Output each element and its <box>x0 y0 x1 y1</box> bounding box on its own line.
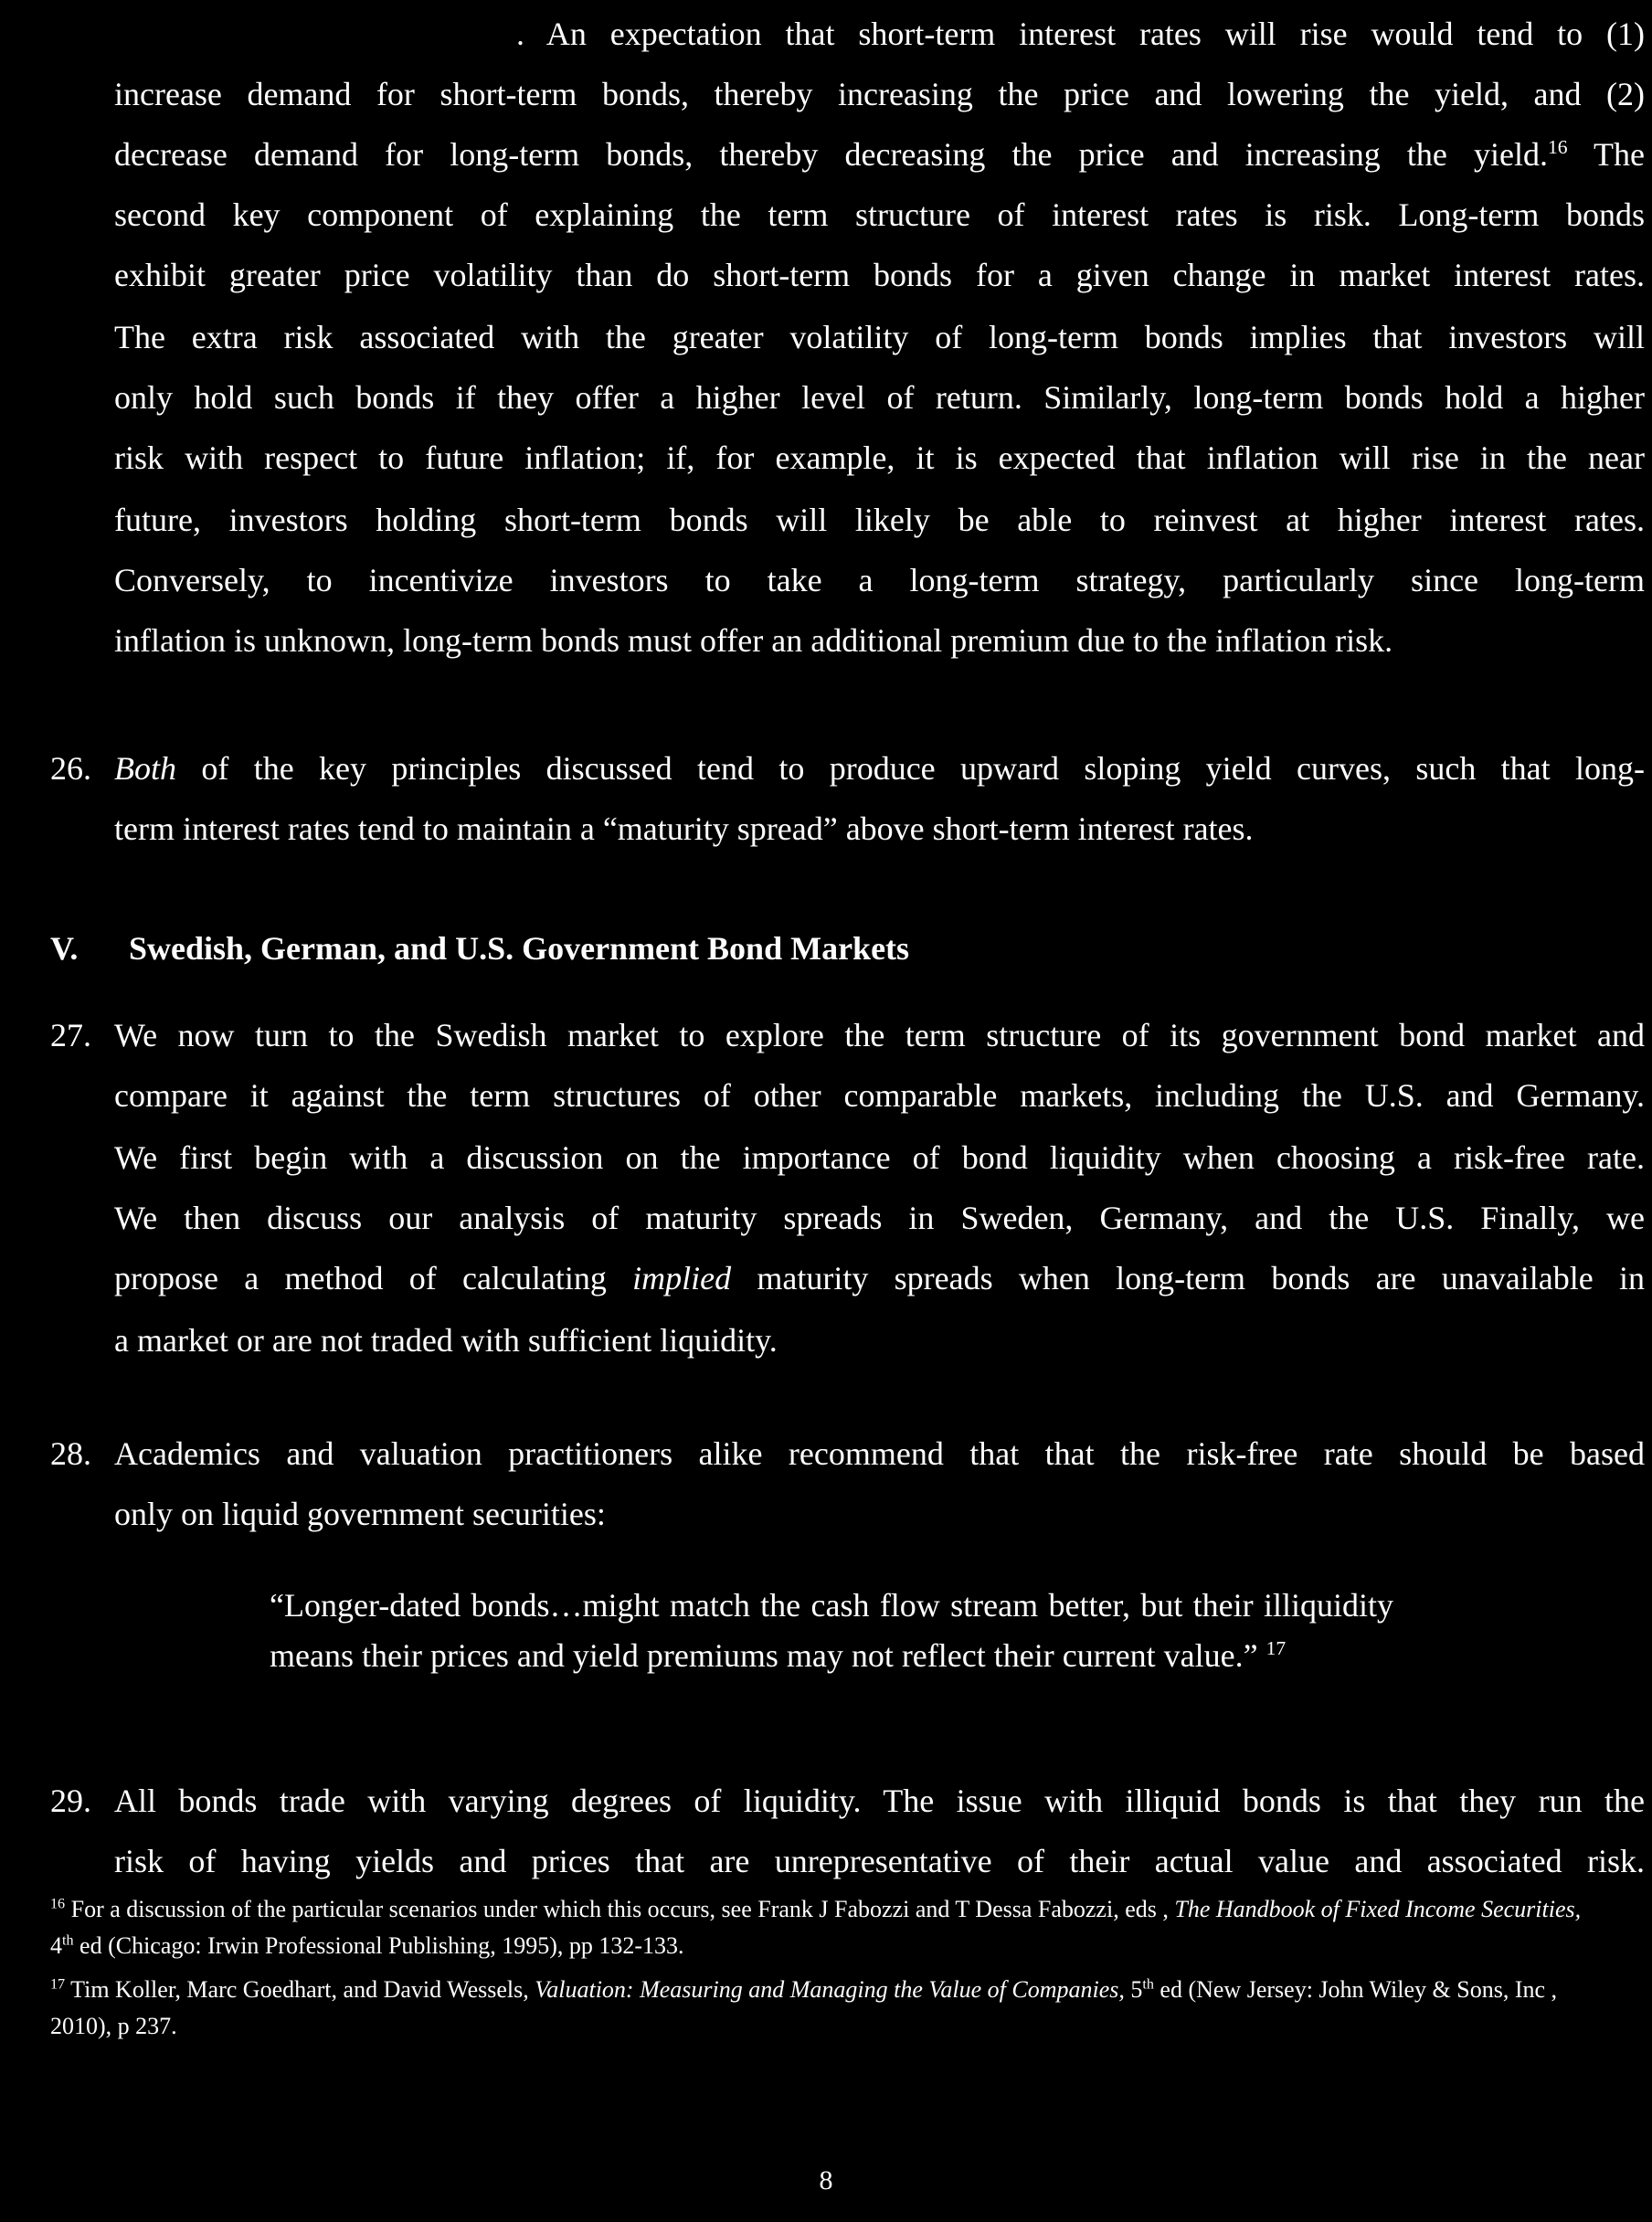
paragraph-27-line-5-pre: propose a method of calculating <box>114 1260 633 1296</box>
footnote-ref-16[interactable]: 16 <box>1547 136 1568 158</box>
paragraph-26-line-1 <box>114 736 1645 801</box>
paragraph-25-line-9: future, investors holding short-term bonds will likely be able to reinvest at higher interest rates. <box>114 502 1645 538</box>
footnote-16 <box>50 1891 1604 1964</box>
section-number: V. <box>50 930 79 967</box>
footnote-17-edition: 5 <box>1124 1976 1143 2003</box>
footnote-16-pre: For a discussion of the particular scenarios under which this occurs, see Frank J Fabozzi and T Dessa Fabozzi, eds , <box>65 1896 1175 1922</box>
footnote-16-edition: 4 <box>50 1932 62 1959</box>
footnote-17-post: ed (New Jersey: John Wiley & Sons, Inc , 2010), p 237. <box>50 1976 1558 2039</box>
footnote-16-edition-suffix: th <box>62 1932 74 1949</box>
paragraph-25-line-10: Conversely, to incentivize investors to take a long-term strategy, particularly since long-term <box>114 562 1645 598</box>
footnote-ref-17[interactable]: 17 <box>1265 1637 1287 1659</box>
section-title: Swedish, German, and U.S. Government Bond Markets <box>129 930 910 967</box>
paragraph-25-line-8: risk with respect to future inflation; if, for example, it is expected that inflation will rise in the near <box>114 439 1645 476</box>
paragraph-27-number: 27. <box>50 1017 91 1053</box>
paragraph-29-number: 29. <box>50 1783 91 1819</box>
paragraph-25-line-11: inflation is unknown, long-term bonds must offer an additional premium due to the inflation risk. <box>114 622 1393 659</box>
footnotes <box>50 1891 1604 2045</box>
paragraph-25-line-7: only hold such bonds if they offer a higher level of return. Similarly, long-term bonds hold a higher <box>114 379 1645 416</box>
paragraph-25-line-3 <box>114 122 1645 187</box>
footnote-16-title: The Handbook of Fixed Income Securities, <box>1174 1896 1582 1922</box>
page-number: 8 <box>819 2165 833 2196</box>
paragraph-27-line-2: compare it against the term structures of other comparable markets, including the U.S. and Germany. <box>114 1077 1645 1114</box>
paragraph-25-line-4: second key component of explaining the term structure of interest rates is risk. Long-term bonds <box>114 196 1645 233</box>
paragraph-28-line-1: Academics and valuation practitioners alike recommend that that the risk-free rate should be based <box>114 1435 1645 1472</box>
footnote-17-pre: Tim Koller, Marc Goedhart, and David Wessels, <box>65 1976 535 2003</box>
paragraph-25-line-5: exhibit greater price volatility than do short-term bonds for a given change in market interest rates. <box>114 257 1645 293</box>
paragraph-26-line-2: term interest rates tend to maintain a “maturity spread” above short-term interest rates. <box>114 810 1254 847</box>
paragraph-25-line-2: increase demand for short-term bonds, thereby increasing the price and lowering the yield, and (2) <box>114 76 1645 112</box>
paragraph-25-line-3-tail: The <box>1567 136 1645 173</box>
paragraph-27-line-5-post: maturity spreads when long-term bonds are unavailable in <box>731 1260 1645 1296</box>
footnote-16-post: ed (Chicago: Irwin Professional Publishing, 1995), pp 132-133. <box>73 1932 684 1959</box>
paragraph-25-line-6: The extra risk associated with the greater volatility of long-term bonds implies that investors will <box>114 319 1645 355</box>
footnote-17-edition-suffix: th <box>1142 1976 1154 1993</box>
footnote-17-marker: 17 <box>50 1976 66 1993</box>
paragraph-27-line-3: We first begin with a discussion on the importance of bond liquidity when choosing a risk-free rate. <box>114 1139 1645 1176</box>
footnote-16-marker: 16 <box>50 1896 66 1912</box>
paragraph-26-number: 26. <box>50 750 91 787</box>
paragraph-25-line-3-text: decrease demand for long-term bonds, thereby decreasing the price and increasing the yield. <box>114 136 1548 173</box>
paragraph-27-line-1: We now turn to the Swedish market to explore the term structure of its government bond market and <box>114 1017 1645 1053</box>
paragraph-27-line-4: We then discuss our analysis of maturity spreads in Sweden, Germany, and the U.S. Finally, we <box>114 1200 1645 1236</box>
paragraph-29-line-1: All bonds trade with varying degrees of liquidity. The issue with illiquid bonds is that they run the <box>114 1783 1645 1819</box>
paragraph-28-number: 28. <box>50 1435 91 1472</box>
paragraph-27-emphasis: implied <box>632 1260 732 1296</box>
paragraph-28-line-2: only on liquid government securities: <box>114 1496 606 1532</box>
footnote-17-title: Valuation: Measuring and Managing the Value of Companies, <box>535 1976 1125 2003</box>
paragraph-25-line-1: . An expectation that short-term interest rates will rise would tend to (1) <box>516 16 1645 52</box>
block-quote-text: “Longer-dated bonds…might match the cash flow stream better, but their illiquidity means their prices and yield premiums may not reflect their current value.” <box>270 1587 1393 1674</box>
paragraph-27-line-5 <box>114 1246 1645 1311</box>
paragraph-29-line-2: risk of having yields and prices that are unrepresentative of their actual value and associated risk. <box>114 1843 1645 1879</box>
paragraph-26-emphasis: Both <box>114 750 176 787</box>
paragraph-26-line-1-rest: of the key principles discussed tend to produce upward sloping yield curves, such that long- <box>176 750 1645 787</box>
paragraph-27-line-6: a market or are not traded with sufficient liquidity. <box>114 1322 778 1359</box>
block-quote <box>270 1581 1393 1681</box>
footnote-17 <box>50 1972 1604 2045</box>
